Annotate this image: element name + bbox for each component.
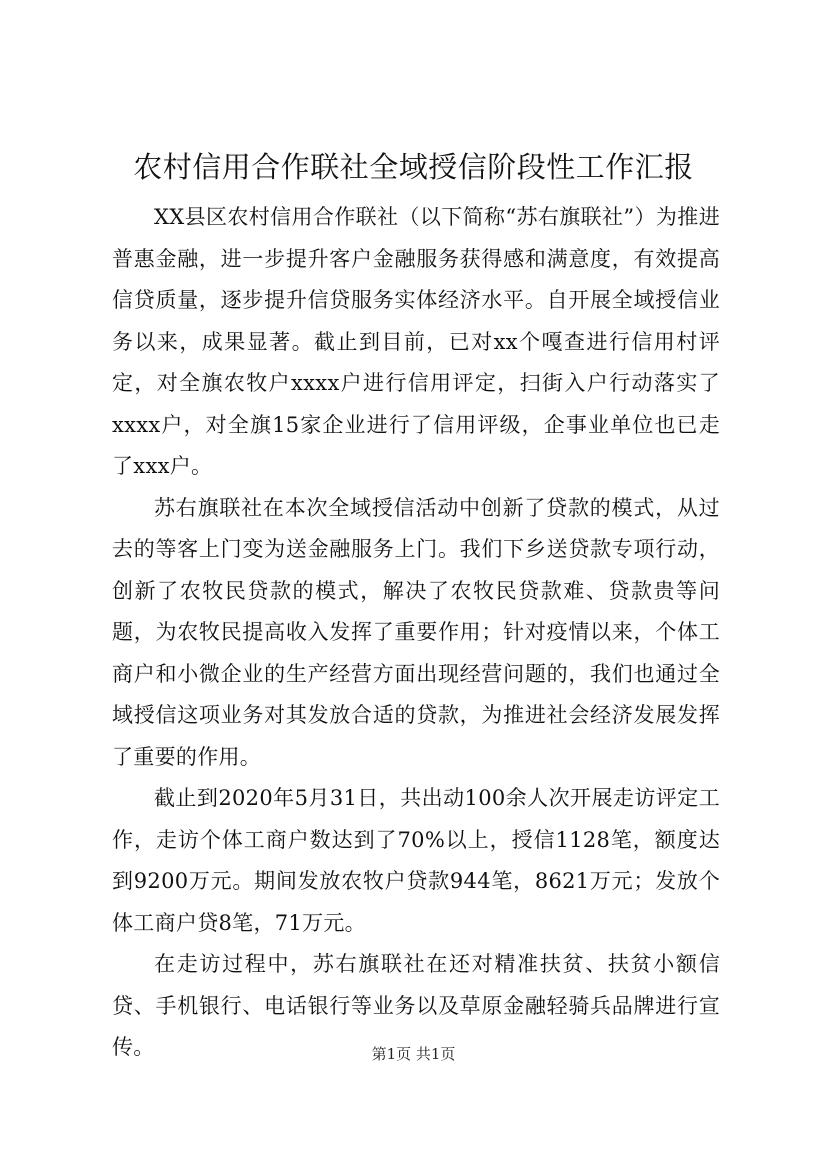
paragraph-1: XX县区农村信用合作联社（以下简称“苏右旗联社”）为推进普惠金融，进一步提升客户金融服务获得感和满意度，有效提高信贷质量，逐步提升信贷服务实体经济水平。自开展全域授信业务以来，成果显著。截止到目前，已对xx个嘎查进行信用村评定，对全旗农牧户xxxx户进行信用评定，扫街入户行动落实了xxxx户，对全旗15家企业进行了信用评级，企事业单位也已走了xxx户。 (112, 205, 720, 478)
document-body (112, 197, 720, 1069)
document-title: 农村信用合作联社全域授信阶段性工作汇报 (133, 150, 694, 184)
paragraph-4: 在走访过程中，苏右旗联社在还对精准扶贫、扶贫小额信贷、手机银行、电话银行等业务以及草原金融轻骑兵品牌进行宣传。 (112, 952, 720, 1059)
paragraph-3: 截止到2020年5月31日，共出动100余人次开展走访评定工作，走访个体工商户数达到了70%以上，授信1128笔，额度达到9200万元。期间发放农牧户贷款944笔，8621万元；发放个体工商户贷8笔，71万元。 (112, 786, 720, 935)
page-footer: 第1页 共1页 (371, 1045, 456, 1063)
paragraph-2: 苏右旗联社在本次全域授信活动中创新了贷款的模式，从过去的等客上门变为送金融服务上门。我们下乡送贷款专项行动，创新了农牧民贷款的模式，解决了农牧民贷款难、贷款贵等问题，为农牧民提高收入发挥了重要作用；针对疫情以来，个体工商户和小微企业的生产经营方面出现经营问题的，我们也通过全域授信这项业务对其发放合适的贷款，为推进社会经济发展发挥了重要的作用。 (112, 495, 720, 769)
